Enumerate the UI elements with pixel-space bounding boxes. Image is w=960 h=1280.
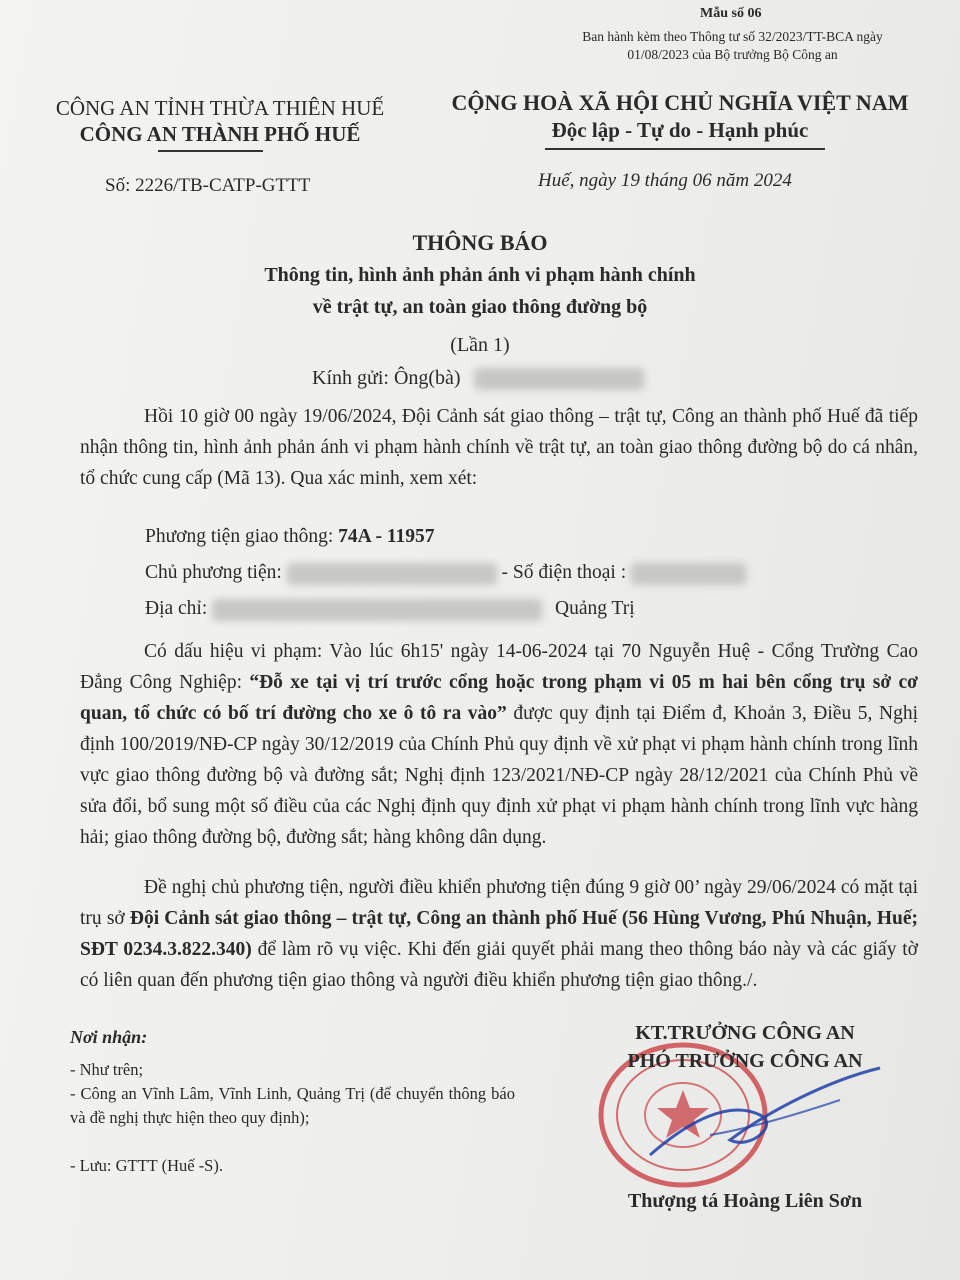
request-details: để làm rõ vụ việc. Khi đến giải quyết phải mang theo thông báo này và các giấy tờ có liên quan đến phương tiện giao thông và người điều khiển phương tiện giao thông./. <box>80 939 918 991</box>
address-label: Địa chỉ: <box>145 598 213 619</box>
agency-underline <box>158 150 263 152</box>
agency-line-2: CÔNG AN THÀNH PHỐ HUẾ <box>79 122 361 146</box>
signature-title-2: PHÓ TRƯỞNG CÔNG AN <box>627 1050 863 1072</box>
document-subtitle-1: Thông tin, hình ảnh phản ánh vi phạm hành chính <box>264 264 696 286</box>
redacted-name <box>474 368 644 390</box>
request-location: Đội Cảnh sát giao thông – trật tự, Công an thành phố Huế (56 Hùng Vương, Phú Nhuận, Huế; SĐT 0234.3.822.340) <box>80 908 918 960</box>
paragraph-violation <box>80 636 918 853</box>
violation-intro: Có dấu hiệu vi phạm: Vào lúc 6h15' ngày 14-06-2024 tại 70 Nguyễn Huệ - Cổng Trường Cao Đẳng Công Nghiệp: <box>80 641 918 693</box>
phone-label: - Số điện thoại : <box>501 562 631 583</box>
recipients-title: Nơi nhận: <box>70 1027 148 1047</box>
redacted-address <box>212 599 542 621</box>
document-title: THÔNG BÁO <box>412 230 548 255</box>
issue-number: (Lần 1) <box>450 334 510 356</box>
document-subtitle-2: về trật tự, an toàn giao thông đường bộ <box>312 296 648 318</box>
signer-name: Thượng tá Hoàng Liên Sơn <box>627 1190 863 1212</box>
agency-line-1: CÔNG AN TỈNH THỪA THIÊN HUẾ <box>55 96 385 120</box>
recipient-item: - Lưu: GTTT (Huế -S). <box>70 1156 223 1175</box>
owner-label: Chủ phương tiện: <box>145 562 287 583</box>
address-line <box>145 598 635 621</box>
paragraph-intro: Hồi 10 giờ 00 ngày 19/06/2024, Đội Cảnh sát giao thông – trật tự, Công an thành phố Huế đã tiếp nhận thông tin, hình ảnh phản ánh vi phạm hành chính về trật tự, an toàn giao thông đường bộ do cá nhân, tổ chức cung cấp (Mã 13). Qua xác minh, xem xét: <box>80 406 918 489</box>
recipient-item: - Như trên; <box>70 1060 144 1079</box>
nation-motto: Độc lập - Tự do - Hạnh phúc <box>551 118 809 142</box>
address-tail: Quảng Trị <box>555 598 635 619</box>
owner-line <box>145 562 746 585</box>
form-number: Mẫu số 06 <box>700 6 762 21</box>
motto-underline <box>545 148 825 150</box>
addressee <box>312 367 644 390</box>
document-date: Huế, ngày 19 tháng 06 năm 2024 <box>538 170 792 191</box>
nation-line-1: CỘNG HOÀ XÃ HỘI CHỦ NGHĨA VIỆT NAM <box>451 90 909 115</box>
signature-title-1: KT.TRƯỞNG CÔNG AN <box>635 1022 855 1044</box>
handwritten-signature <box>610 1060 900 1180</box>
violation-description: “Đỗ xe tại vị trí trước cổng hoặc trong phạm vi 05 m hai bên cổng trụ sở cơ quan, tổ chức có bố trí đường cho xe ô tô ra vào” <box>80 672 918 724</box>
addressee-label: Kính gửi: Ông(bà) <box>312 367 461 389</box>
vehicle-line <box>145 526 435 548</box>
redacted-owner <box>287 563 497 585</box>
vehicle-plate: 74A - 11957 <box>338 526 435 547</box>
request-intro: Đề nghị chủ phương tiện, người điều khiển phương tiện đúng 9 giờ 00’ ngày 29/06/2024 có mặt tại trụ sở <box>80 877 918 929</box>
form-note: Ban hành kèm theo Thông tư số 32/2023/TT-BCA ngày 01/08/2023 của Bộ trưởng Bộ Công an <box>582 29 883 62</box>
paragraph-request <box>80 872 918 996</box>
recipient-item: - Công an Vĩnh Lâm, Vĩnh Linh, Quảng Trị (để chuyển thông báo và đề nghị thực hiện theo quy định); <box>70 1084 515 1127</box>
redacted-phone <box>631 563 746 585</box>
vehicle-label: Phương tiện giao thông: <box>145 526 339 547</box>
document-number: Số: 2226/TB-CATP-GTTT <box>105 175 311 196</box>
violation-legal-basis: được quy định tại Điểm đ, Khoản 3, Điều 5, Nghị định 100/2019/NĐ-CP ngày 30/12/2019 của Chính Phủ quy định về xử phạt vi phạm hành chính trong lĩnh vực giao thông đường bộ và đường sắt; Nghị định 123/2021/NĐ-CP ngày 28/12/2021 của Chính Phủ về sửa đổi, bổ sung một số điều của các Nghị định quy định xử phạt vi phạm hành chính trong lĩnh vực hàng hải; giao thông đường bộ, đường sắt; hàng không dân dụng. <box>80 703 918 848</box>
